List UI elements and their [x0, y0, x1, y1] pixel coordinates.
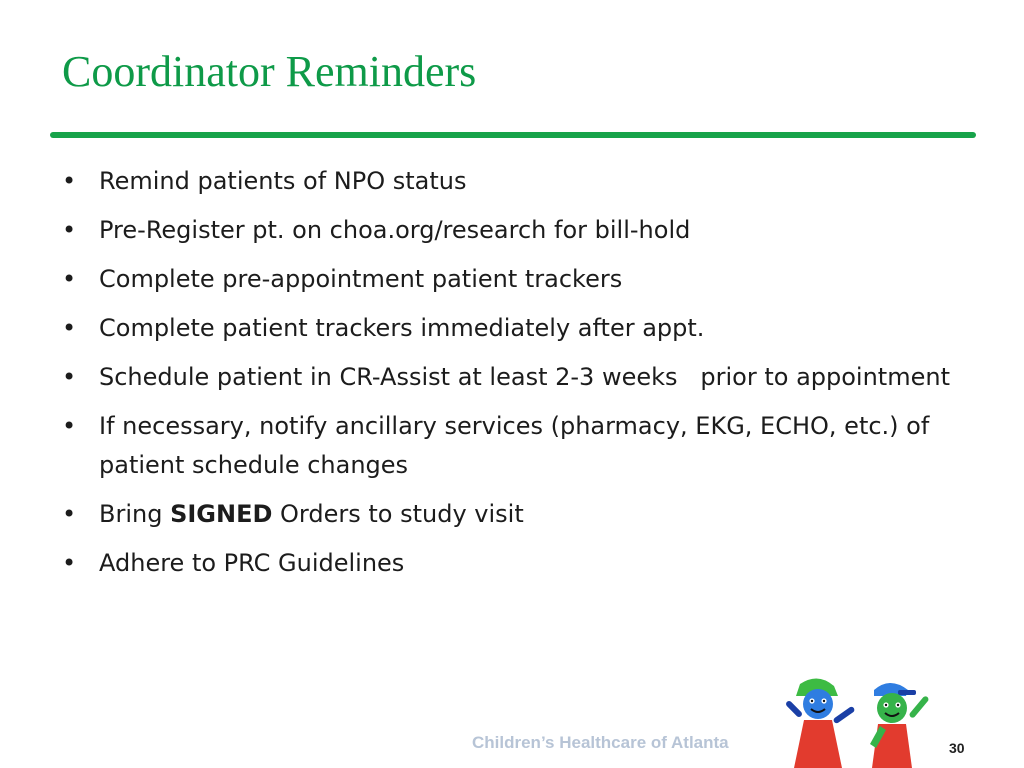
- bullet-text: Complete patient trackers immediately after appt.: [99, 314, 705, 342]
- bullet-dot-icon: •: [62, 314, 77, 342]
- bullet-item: [62, 407, 962, 485]
- bullet-text: If necessary, notify ancillary services (pharmacy, EKG, ECHO, etc.) of patient schedule changes: [99, 412, 930, 479]
- bullet-item: [62, 309, 962, 348]
- bullet-dot-icon: •: [62, 412, 77, 440]
- bullet-item: [62, 358, 962, 397]
- bullet-text: Remind patients of NPO status: [99, 167, 467, 195]
- bullet-dot-icon: •: [62, 549, 77, 577]
- bullet-dot-icon: •: [62, 363, 77, 391]
- bullet-item: [62, 211, 962, 250]
- bullet-text: Adhere to PRC Guidelines: [99, 549, 405, 577]
- bullet-dot-icon: •: [62, 500, 77, 528]
- slide-title: Coordinator Reminders: [62, 47, 477, 96]
- page-number: 30: [949, 740, 965, 756]
- bullet-item: [62, 495, 962, 534]
- bullet-text-emphasis: SIGNED: [170, 500, 273, 528]
- bullet-dot-icon: •: [62, 216, 77, 244]
- title-divider: [50, 132, 976, 138]
- bullet-text-suffix: Orders to study visit: [272, 500, 524, 528]
- bullet-list: [62, 162, 962, 593]
- bullet-item: [62, 260, 962, 299]
- kids-logo-icon: [778, 674, 938, 768]
- bullet-text: Complete pre-appointment patient trackers: [99, 265, 623, 293]
- bullet-dot-icon: •: [62, 265, 77, 293]
- bullet-text-prefix: Bring: [99, 500, 171, 528]
- footer-organization: Children’s Healthcare of Atlanta: [472, 733, 729, 752]
- bullet-text: Pre-Register pt. on choa.org/research for bill-hold: [99, 216, 691, 244]
- bullet-dot-icon: •: [62, 167, 77, 195]
- bullet-text: Schedule patient in CR-Assist at least 2-3 weeks prior to appointment: [99, 363, 950, 391]
- bullet-item: [62, 544, 962, 583]
- bullet-item: [62, 162, 962, 201]
